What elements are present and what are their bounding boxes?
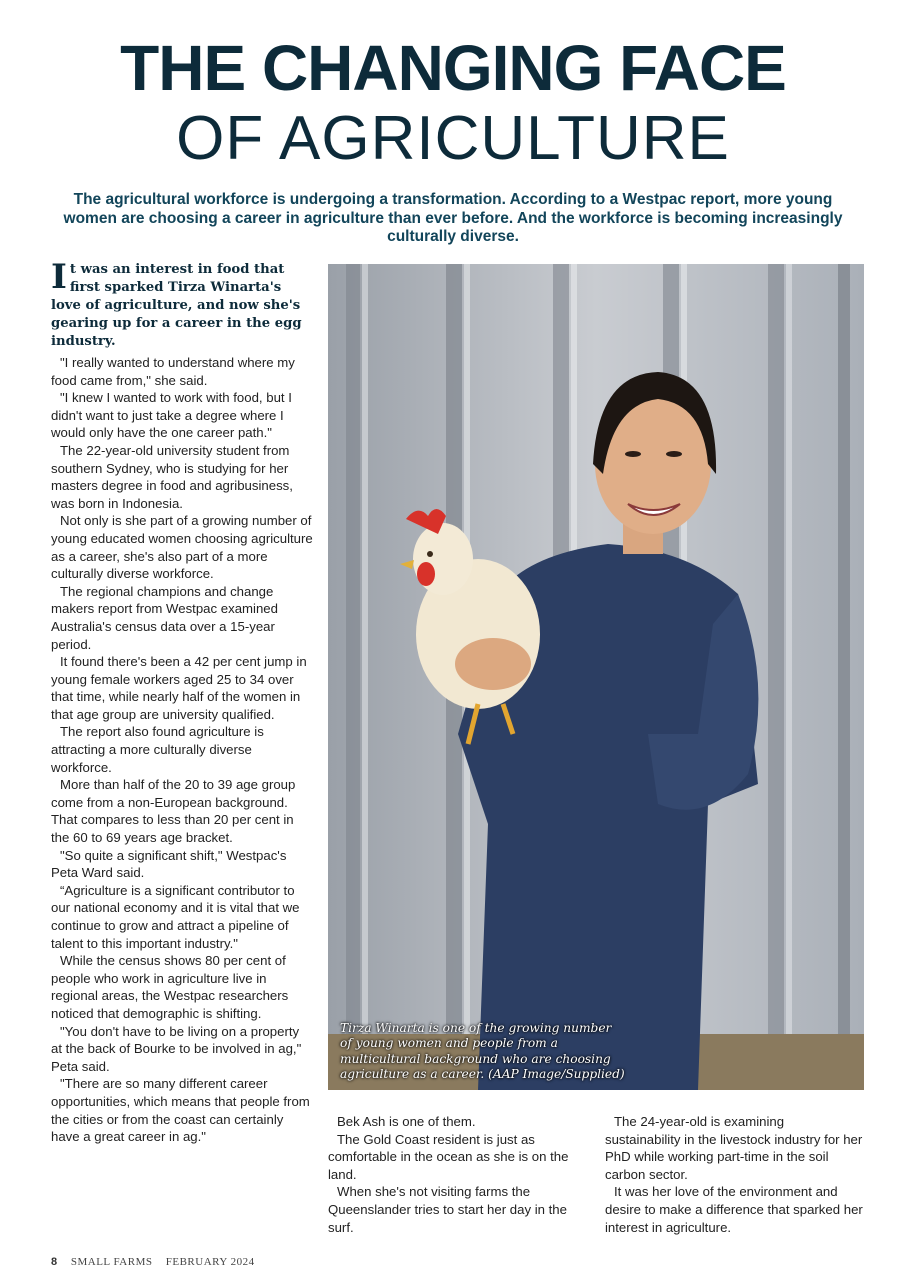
- page-footer: [51, 1256, 265, 1268]
- paragraph: The regional champions and change makers report from Westpac examined Australia's census data over a 15-year period.: [51, 583, 278, 652]
- paragraph: "I really wanted to understand where my food came from," she said.: [51, 355, 295, 388]
- publication-name: SMALL FARMS: [70, 1256, 153, 1268]
- headline-line-2: OF AGRICULTURE: [176, 104, 730, 173]
- paragraph: "I knew I wanted to work with food, but I didn't want to just take a degree where I would only have the one career path.": [51, 390, 292, 441]
- feature-photo: [328, 264, 864, 1090]
- article-column-2: [328, 1113, 576, 1236]
- paragraph: The 22-year-old university student from southern Sydney, who is studying for her masters degree in food and agribusiness, was born in Indonesia.: [51, 442, 293, 511]
- paragraph: It was her love of the environment and desire to make a difference that sparked her interest in agriculture.: [605, 1184, 863, 1235]
- paragraph: "There are so many different career opportunities, which means that people from the cities or from the coast can certainly have a great career in ag.": [51, 1076, 310, 1145]
- paragraph: “Agriculture is a significant contributor to our national economy and it is vital that we continue to grow and attract a pipeline of talent to this important industry.": [51, 882, 300, 951]
- paragraph: More than half of the 20 to 39 age group come from a non-European background. That compares to less than 20 per cent in the 60 to 69 years age bracket.: [51, 777, 296, 846]
- article-column-3: [605, 1113, 863, 1236]
- paragraph: Bek Ash is one of them.: [337, 1114, 476, 1129]
- paragraph: It found there's been a 42 per cent jump in young female workers aged 25 to 34 over that time, while nearly half of the women in that age group are university qualified.: [51, 654, 307, 722]
- paragraph: The report also found agriculture is attracting a more culturally diverse workforce.: [51, 724, 264, 775]
- paragraph: Not only is she part of a growing number of young educated women choosing agriculture as a career, she's also part of a more culturally diverse workforce.: [51, 513, 313, 582]
- photo-illustration: [328, 264, 864, 1090]
- headline-line-1: THE CHANGING FACE: [120, 32, 786, 104]
- paragraph: "You don't have to be living on a property at the back of Bourke to be involved in ag," Peta said.: [51, 1023, 302, 1074]
- issue-date: FEBRUARY 2024: [165, 1256, 255, 1268]
- photo-caption: Tirza Winarta is one of the growing number of young women and people from a multicultural background who are choosing agriculture as a career. (AAP Image/Supplied): [340, 1021, 625, 1082]
- standfirst: The agricultural workforce is undergoing a transformation. According to a Westpac report, more young women are choosing a career in agriculture than ever before. And the workforce is becoming increasingly culturally diverse.: [63, 191, 843, 245]
- paragraph: While the census shows 80 per cent of people who work in agriculture live in regional areas, the Westpac researchers noticed that demographic is shifting.: [51, 953, 289, 1021]
- drop-cap: I: [51, 257, 67, 297]
- lede-text: t was an interest in food that first sparked Tirza Winarta's love of agriculture, and now she's gearing up for a career in the egg industry.: [51, 262, 302, 349]
- lede-paragraph: [51, 257, 313, 351]
- paragraph: The 24-year-old is examining sustainability in the livestock industry for her PhD while working part-time in the soil carbon sector.: [605, 1114, 863, 1182]
- page-number: 8: [51, 1256, 58, 1268]
- article-column-1: [51, 257, 313, 1146]
- paragraph: The Gold Coast resident is just as comfortable in the ocean as she is on the land.: [328, 1131, 569, 1182]
- paragraph: "So quite a significant shift," Westpac's Peta Ward said.: [51, 847, 287, 881]
- paragraph: When she's not visiting farms the Queenslander tries to start her day in the surf.: [328, 1184, 567, 1235]
